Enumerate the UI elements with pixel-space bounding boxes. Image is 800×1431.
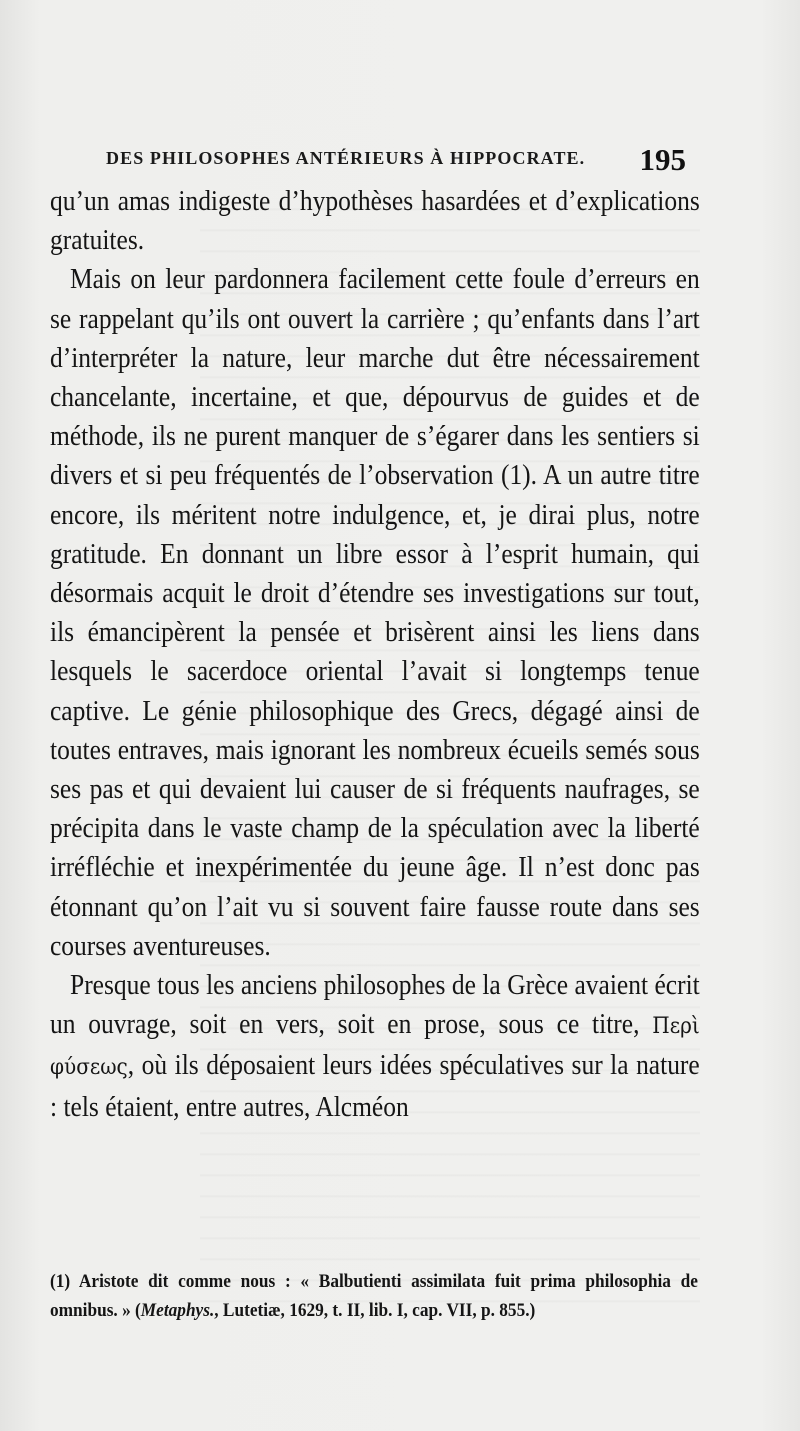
paragraph-2-text-a: Mais on leur pardonnera facilement cette foule d’erreurs en se rappelant qu’ils ont ouvert la carrière ; qu’enfants dans l’art d’interpréter la nature, leur marche dut être nécessairement chancelante, incertaine, et que, dépourvus de guides et de méthode, ils ne purent manquer de s’égarer dans les sentiers si divers et si peu fréquentés de l’observation [50, 264, 700, 492]
greek-title: Περὶ φύσεως [50, 1014, 700, 1081]
running-head [106, 142, 686, 182]
footnote-text-b: , Lutetiæ, 1629, t. II, lib. I, cap. VII, p. 855.) [214, 1299, 536, 1321]
paragraph-2-text-b: . A un autre titre encore, ils méritent notre indulgence, et, je dirai plus, notre gratitude. En donnant un libre essor à l’esprit humain, qui désormais acquit le droit d’étendre ses investigations sur tout, ils émancipèrent la pensée et brisèrent ainsi les liens dans lesquels le sacerdoce oriental l’avait si longtemps tenue captive. Le génie philosophique des Grecs, dégagé ainsi de toutes entraves, mais ignorant les nombreux écueils semés sous ses pas et qui devaient lui causer de si fréquents naufrages, se précipita dans le vaste champ de la spéculation avec la liberté irréfléchie et inexpérimentée du jeune âge. Il n’est donc pas étonnant qu’on l’ait vu si souvent faire fausse route dans ses courses aventureuses. [50, 460, 700, 962]
running-title: DES PHILOSOPHES ANTÉRIEURS À HIPPOCRATE. [106, 148, 586, 168]
paragraph-2 [50, 260, 700, 966]
paragraph-1-text: qu’un amas indigeste d’hypothèses hasardées et d’explications gratuites. [50, 186, 700, 257]
footnote [50, 1268, 698, 1325]
main-text [50, 182, 700, 1127]
footnote-work-title: Metaphys. [140, 1299, 215, 1321]
paragraph-3-text-a: Presque tous les anciens philosophes de la Grèce avaient écrit un ouvrage, soit en vers, soit en prose, sous ce titre, [50, 970, 700, 1041]
footnote-text-a: Aristote dit comme nous : « Balbutienti assimilata fuit prima philosophia de omnibus. » ( [50, 1271, 698, 1321]
paragraph-3-text-b: , où ils déposaient leurs idées spéculatives sur la nature : tels étaient, entre autres, Alcméon [50, 1050, 700, 1123]
footnote-marker: (1) [50, 1271, 71, 1292]
footnote-reference: (1) [500, 460, 531, 492]
page-number: 195 [639, 142, 686, 177]
paragraph-3 [50, 966, 700, 1127]
paragraph-continuation [50, 182, 700, 260]
